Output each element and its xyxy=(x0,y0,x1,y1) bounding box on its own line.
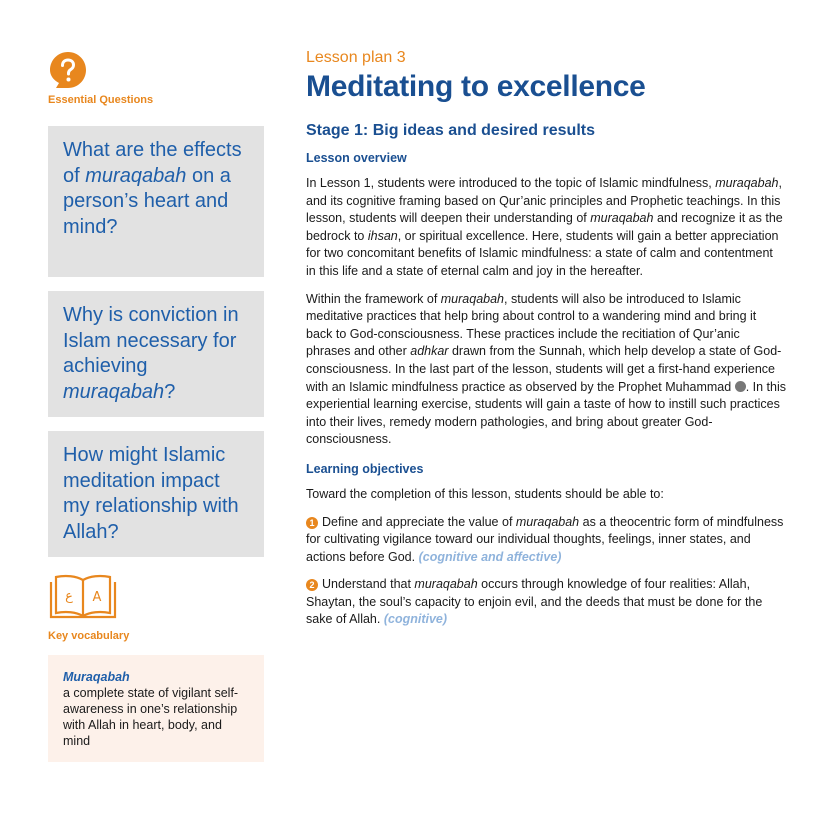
page-title: Meditating to excellence xyxy=(306,70,646,103)
objective-2: 2 Understand that muraqabah occurs through knowledge of four realities: Allah, Shaytan, the soul’s capacity to enjoin evil, and the deeds that must be done for the sake of Allah. (cognitive) xyxy=(306,577,763,627)
lesson-overview-heading: Lesson overview xyxy=(306,151,407,165)
vocab-card xyxy=(48,655,264,762)
essential-questions-header xyxy=(48,50,264,106)
overview-paragraph-2: Within the framework of muraqabah, students will also be introduced to Islamic meditative practices that help bring about control to a wandering mind and bring it back to God-consciousness. These practices include the recitiation of Qur’anic phrases and other adhkar drawn from the Sunnah, which help develop a state of God-consciousness. In the last part of the lesson, students will get a first-hand experience with an Islamic mindfulness practice as observed by the Prophet Muhammad . In this experiential learning exercise, students will gain a taste of how to instill such practices into their lives, remedy modern pathologies, and bring about greater God-consciousness. xyxy=(306,291,786,447)
overview-paragraph-1: In Lesson 1, students were introduced to the topic of Islamic mindfulness, muraqabah, and its cognitive framing based on Qur’anic principles and Prophetic teachings. In this lesson, students will deepen their understanding of muraqabah and recognize it as the bedrock to ihsan, or spiritual excellence. Here, students will gain a better appreciation for two concomitant benefits of Islamic mindfulness: a state of calm and contentment in this life and a state of eternal calm and joy in the hereafter. xyxy=(306,176,783,278)
vocab-term: Muraqabah xyxy=(63,670,130,684)
essential-question-2: Why is conviction in Islam necessary for achieving muraqabah? xyxy=(48,291,264,417)
essential-questions-label: Essential Questions xyxy=(48,94,154,106)
question-bubble-icon xyxy=(48,50,88,90)
stage-heading: Stage 1: Big ideas and desired results xyxy=(306,122,595,139)
learning-objectives-heading: Learning objectives xyxy=(306,461,424,476)
essential-question-1: What are the effects of muraqabah on a person’s heart and mind? xyxy=(48,126,264,277)
essential-question-3: How might Islamic meditation impact my relationship with Allah? xyxy=(48,431,264,557)
objective-tag: (cognitive) xyxy=(383,612,448,627)
pbuh-honorific-icon xyxy=(735,381,746,392)
number-badge-icon: 2 xyxy=(306,579,318,591)
objective-tag: (cognitive and affective) xyxy=(418,549,562,564)
book-letter-left: ع xyxy=(65,589,73,604)
key-vocabulary-label: Key vocabulary xyxy=(48,630,130,642)
objective-1: 1 Define and appreciate the value of muraqabah as a theocentric form of mindfulness for cultivating vigilance toward our individual thoughts, feelings, inner states, and actions before God. (cognitive and affective) xyxy=(306,514,784,564)
lesson-plan-label: Lesson plan 3 xyxy=(306,49,406,66)
vocab-definition: a complete state of vigilant self-awareness in one’s relationship with Allah in heart, body, and mind xyxy=(63,686,239,748)
number-badge-icon: 1 xyxy=(306,517,318,529)
objectives-intro: Toward the completion of this lesson, students should be able to: xyxy=(306,486,664,501)
open-book-icon xyxy=(48,572,118,620)
main-content xyxy=(306,48,786,629)
book-letter-right: A xyxy=(92,590,102,605)
